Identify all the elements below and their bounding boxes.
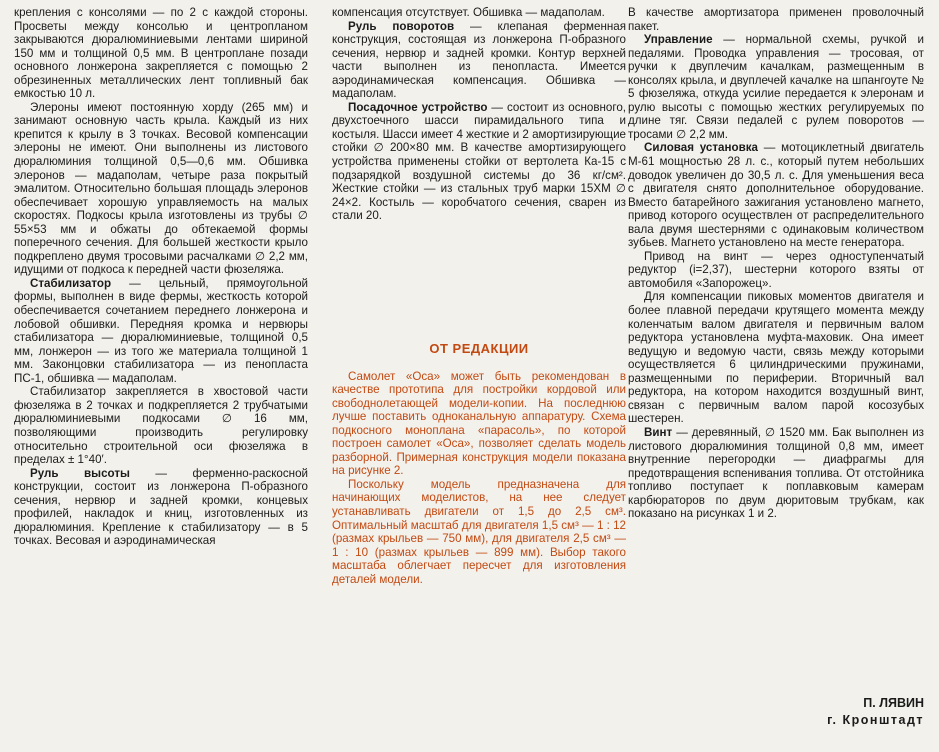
- paragraph: Для компенсации пиковых моментов двигателя и более плавной передачи крутящего момента между коленчатым валом двигателя и первичным валом редуктора установлена муфта-маховик. Она имеет ведущую и ведомую части, связь между которыми осуществляется 6 цилиндрическими пружинами, размещенными по периферии. Вторичный вал редуктора, на котором находится воздушный винт, связан с первичным валом парой косозубых шестерен.: [628, 290, 924, 426]
- paragraph: крепления с консолями — по 2 с каждой стороны. Просветы между консолью и центропланом закрываются дюралюминиевыми лентами шириной 150 мм и толщиной 0,5 мм. В центроплане позади основного лонжерона закрепляется с помощью 2 обрезиненных металлических лент топливный бак емкостью 10 л.: [14, 6, 308, 101]
- text-column-3: [628, 6, 924, 521]
- section-heading-propeller: Винт: [644, 425, 673, 439]
- section-heading-elevator: Руль высоты: [30, 466, 130, 480]
- paragraph-text: — мотоциклетный двигатель М-61 мощностью 28 л. с., который путем небольших доводок увеличен до 30,5 л. с. Для уменьшения веса с двигателя снято дополнительное оборудование. Вместо батарейного зажигания установлено магнето, привод которого осуществлен от распределительного вала двумя шестернями с одинаковым количеством зубьев. Магнето установлено на месте генератора.: [628, 141, 924, 250]
- paragraph-text: — состоит из основного, двухстоечного шасси пирамидального типа и костыля. Шасси имеет 4 жесткие и 2 амортизирующие стойки ∅ 200×80 мм. В качестве амортизирующего устройства применены стойки от вертолета Ка-15 с подзарядкой воздушной системы до 36 кг/см². Жесткие стойки — из стальных труб марки 15ХМ ∅ 24×2. Костыль — коробчатого сечения, сварен из стали 20.: [332, 100, 626, 223]
- paragraph-text: — ферменно-раскосной конструкции, состоит из лонжерона П-образного сечения, нервюр и задней кромки, концевых профилей, накладок и книц, изготовленных из дюралюминия. Крепление к стабилизатору — в 5 точках. Весовая и аэродинамическая: [14, 466, 308, 548]
- editorial-paragraph: Поскольку модель предназначена для начинающих моделистов, на нее следует устанавливать двигатели от 1,5 до 2,5 см³. Оптимальный масштаб для двигателя 1,5 см³ — 1 : 12 (размах крыльев — 750 мм), для двигателя 2,5 см³ — 1 : 10 (размах крыльев — 899 мм). Выбор такого масштаба облегчает пересчет для изготовления деталей модели.: [332, 477, 626, 586]
- paragraph-propeller: [628, 426, 924, 521]
- text-column-1: [14, 6, 308, 548]
- author-signature: [628, 695, 924, 729]
- author-name: П. ЛЯВИН: [863, 696, 924, 710]
- paragraph: Стабилизатор закрепляется в хвостовой части фюзеляжа в 2 точках и подкрепляется 2 трубчатыми дюралюминиевыми подкосами ∅ 16 мм, позволяющими производить регулировку относительно строительной оси фюзеляжа в пределах ± 1°40′.: [14, 385, 308, 467]
- section-heading-powerplant: Силовая установка: [644, 141, 758, 155]
- paragraph-landing-gear: [332, 101, 626, 223]
- paragraph-text: — цельный, прямоугольной формы, выполнен в виде фермы, жесткость которой обеспечивается сочетанием переднего лонжерона и лобовой обшивки. Передняя кромка и нервюры стабилизатора — дюралюминиевые, толщиной 0,5 мм, лонжерон — из того же материала толщиной 1 мм. Законцовки стабилизатора — из пенопласта ПС-1, обшивка — мадаполам.: [14, 276, 308, 385]
- editorial-paragraph: Самолет «Оса» может быть рекомендован в качестве прототипа для постройки кордовой или свободнолетающей модели-копии. На последнюю лучше поставить одноканальную аппаратуру. Схема подкосного моноплана «парасоль», по которой построен самолет «Оса», позволяет сделать модель разборной. Примерная конструкция модели показана на рисунке 2.: [332, 369, 626, 478]
- paragraph-elevator: [14, 467, 308, 548]
- author-city: г. Кронштадт: [827, 713, 924, 727]
- paragraph-rudder: [332, 20, 626, 101]
- paragraph: компенсация отсутствует. Обшивка — мадаполам.: [332, 6, 605, 19]
- paragraph: В качестве амортизатора применен проволочный пакет.: [628, 6, 924, 33]
- paragraph-text: — клепаная ферменная конструкция, состоящая из лонжерона П-образного сечения, нервюр и задней кромки. Контур верхней части выполнен из пенопласта. Имеется аэродинамическая компенсация. Обшивка — мадаполам.: [332, 19, 626, 101]
- text-column-2: [332, 6, 626, 223]
- editorial-note: [332, 342, 626, 586]
- paragraph-text: — нормальной схемы, ручкой и педалями. Проводка управления — тросовая, от ручки к двуплечим качалкам, размещенным в консолях крыла, и двуплечей качалке на шпангоуте № 5 фюзеляжа, откуда усилие передается к элеронам и рулю высоты с помощью жестких регулируемых по длине тяг. Связи педалей с рулем поворотов — тросами ∅ 2,2 мм.: [628, 33, 924, 141]
- section-heading-landing-gear: Посадочное устройство: [348, 100, 488, 114]
- editorial-title: ОТ РЕДАКЦИИ: [429, 341, 529, 356]
- paragraph-powerplant: [628, 141, 924, 249]
- paragraph-ailerons: Элероны имеют постоянную хорду (265 мм) и занимают основную часть крыла. Каждый из них крепится к крылу в 3 точках. Весовой компенсации элероны не имеют. Они выполнены из листового дюралюминия толщиной 0,5—0,6 мм. Обшивка элеронов — мадаполам, четыре раза покрытый эмалитом. Относительно большая площадь элеронов обеспечивает хорошую управляемость на малых скоростях. Подкосы крыла изготовлены из трубы ∅ 55×53 мм и обжаты до обтекаемой формы поперечного сечения. Для большей жесткости крыло подкреплено двумя тросовыми расчалками ∅ 2,2 мм, идущими от подкоса к передней части фюзеляжа.: [14, 100, 308, 277]
- section-heading-stabilizer: Стабилизатор: [30, 276, 112, 290]
- paragraph: Привод на винт — через одноступенчатый редуктор (i=2,37), шестерни которого взяты от автомобиля «Запорожец».: [628, 249, 924, 290]
- paragraph-stabilizer: [14, 277, 308, 385]
- section-heading-rudder: Руль поворотов: [348, 19, 455, 33]
- paragraph-control: [628, 33, 924, 141]
- section-heading-control: Управление: [644, 33, 713, 47]
- paragraph-text: — деревянный, ∅ 1520 мм. Бак выполнен из листового дюралюминия толщиной 0,8 мм, имеет внутренние перегородки — диафрагмы для предотвращения вспенивания топлива. От отстойника топливо поступает к поплавковым камерам карбюраторов по двум дюритовым трубкам, как показано на рисунках 1 и 2.: [628, 425, 924, 521]
